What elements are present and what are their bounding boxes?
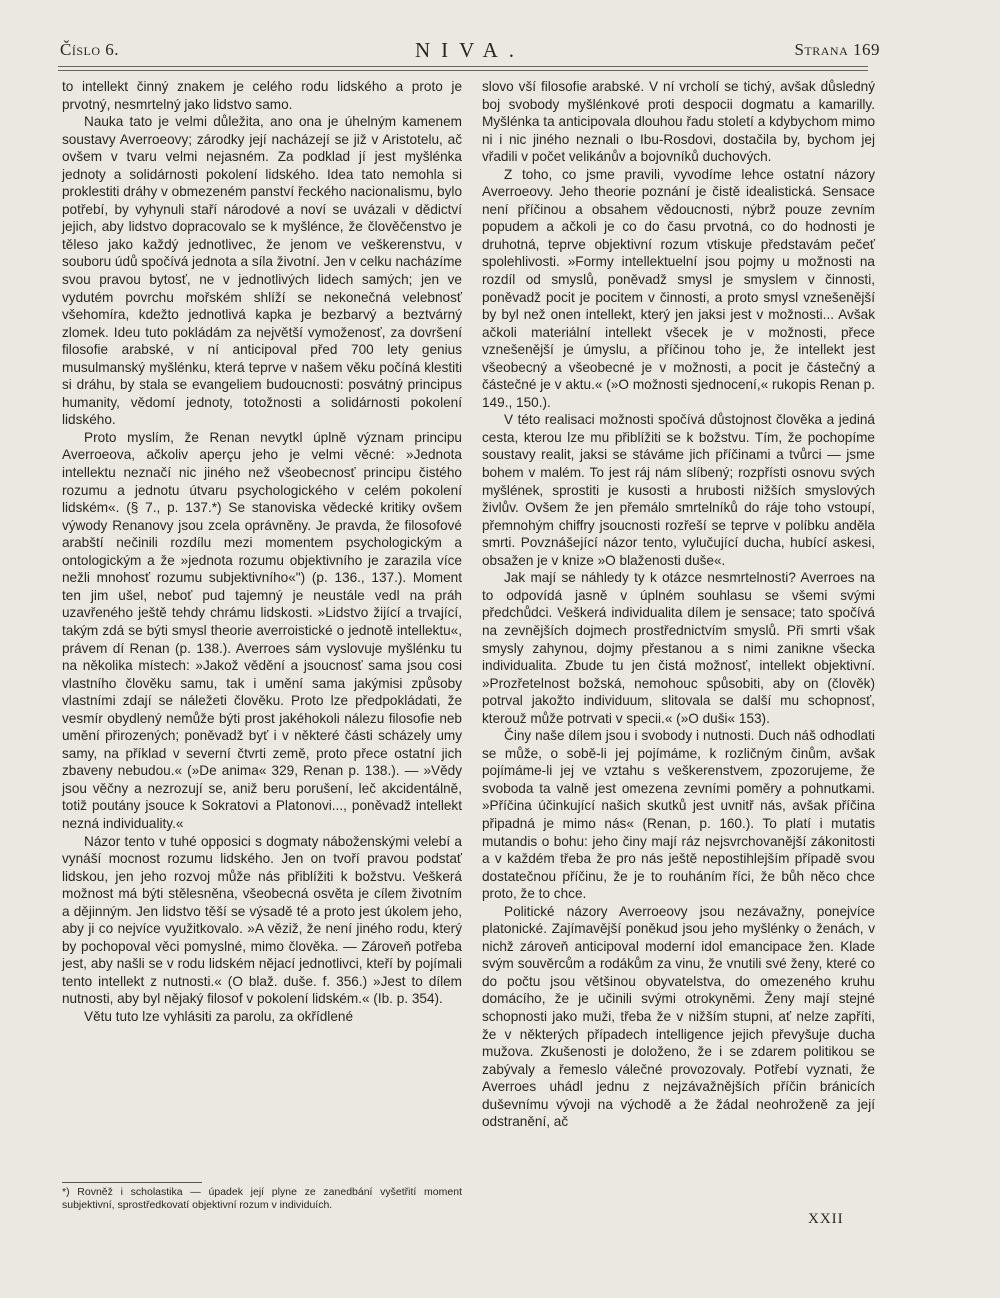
header-rule-bottom [58,70,868,71]
paragraph: V této realisaci možnosti spočívá důstojnost člověka a jediná cesta, kterou lze mu přiblížiti se k božstvu. Tím, že pochopíme soustavy realit, jaksi se stáváme jich příčinami a tvůrci — jsme bohem v malém. To jest ráj nám slíbený; rozpřísti osnovu svých myšlének, sprostiti je kusosti a hrubosti nižších smyslových živlův. Ovšem že jen přemálo smrtelníků do ráje toho vstoupí, přemnohým chiffry jsoucnosti rozřeší se teprve v políbku anděla smrti. Povznášející názor tento, vylučující ducha, hubící askesi, obsažen je v knize »O blaženosti duše«. [482,412,875,568]
paragraph: Jak mají se náhledy ty k otázce nesmrtelnosti? Averroes na to odpovídá jasně v úplném souhlasu se všemi svými předchůdci. Veškerá individualita dílem je sensace; tato spočívá na zevnějších dojmech prostřednictvím smyslů. Při smrti však smysly zahynou, dojmy přestanou a s nimi zanikne všecka individualita. Zbude tu jen čistá možnosť, intellekt objektivní. »Prozřetelnost božská, nemohouc spůsobiti, aby on (člověk) potrval jakožto individuum, slitovala se další mu schopnosť, kterouž může potrvati v specii.« (»O duši« 153). [482,570,875,726]
paragraph: Z toho, co jsme pravili, vyvodíme lehce ostatní názory Averroeovy. Jeho theorie poznání je čistě idealistická. Sensace není příčinou a obsahem vědoucnosti, nýbrž pouze zevním popudem a ačkoli je co do času prvotná, co do hodnosti je druhotná, teprve objektivní rozum vtiskuje představám pečeť spolehlivosti. »Formy intellektuelní jsou pojmy u možnosti na rozdíl od smyslů, poněvadž smysl je smyslem v činnosti, poněvadž pocit je pocitem v činnosti, a proto smysl vznešenější by byl než onen intellekt, který jen jaksi jest v možnosti... Avšak ačkoli materiální intellekt všecek je v možnosti, přece vznešenější je úmyslu, a příčinou toho je, že intellekt jest všeobecný a všeobecné je v možnosti, a pocit je částečný a částečné je v aktu.« (»O možnosti sjednocení,« rukopis Renan p. 149., 150.). [482,166,875,410]
footnote: *) Rovněž i scholastika — úpadek její plyne ze zanedbání vyšetřití moment subjektivní, sprostředkovatí objektivní rozum v individuích. [62,1186,462,1211]
paragraph: Politické názory Averroeovy jsou nezávažny, ponejvíce platonické. Zajímavější poněkud jsou jeho myšlénky o ženách, v nichž zároveň anticipoval moderní idol emancipace žen. Klade svým souvěrcům a rodákům za vinu, že vnutili své ženy, které co do počtu jsou většinou obyvatelstva, do omezeného kruhu domácího, že je učinili svými otrokyněmi. Ženy mají stejné schopnosti jako muži, třeba že v nižším stupni, ať nelze zapříti, že v některých případech intelligence jejich převyšuje ducha mužova. Zkušenosti je doloženo, že i se zdarem politikou se zabývaly a řemeslo válečné provozovaly. Potřebí vyznati, že Averroes uhádl jednu z nejzávažnějších příčin bránicích duševnímu vývoji na východě a že žádal neohroženě za její odstranění, ač [482,903,875,1130]
paragraph: Názor tento v tuhé opposici s dogmaty náboženskými velebí a vynáší mocnost rozumu lidského. Jen on tvoří pravou podstať lidskou, jen jeho rozvoj může nás přiblížiti k božstvu. Veškerá možnost má býti stělesněna, všeobecná osvěta je cílem životním a dějinným. Jen lidstvo těší se výsadě té a proto jest úkolem jeho, aby ji co nejvíce využitkovalo. »A věziž, že není jiného rodu, který by pochopoval věci pomyslné, mimo člověka. — Zároveň potřeba jest, aby našli se v rodu lidském nějací jednotlivci, kteří by pojímali tento intellekt z nutnosti.« (O blaž. duše. f. 356.) »Jest to dílem nutnosti, aby byl nějaký filosof v pokolení lidském.« (Ib. p. 354). [62,833,462,1007]
journal-title: NIVA. [415,38,526,62]
right-column [482,78,875,1131]
page-number: Strana 169 [794,40,880,59]
paragraph: slovo vší filosofie arabské. V ní vrcholí se tichý, avšak důsledný boj svobody myšlénkové proti despocii dogmatu a kamarilly. Myšlénka ta anticipovala dlouhou řadu století a kdybychom mimo ni i nic jiného neznali o Ibu-Rosdovi, dostačila by, bychom jej vřadili v počet velikánův a bojovníků duchových. [482,79,875,165]
paragraph: Činy naše dílem jsou i svobody i nutnosti. Duch náš odhodlati se může, o sobě-li jej pojímáme, k rozličným činům, avšak pojímáme-li jej ve vztahu s veškerenstvem, zpozorujeme, že svoboda ta valně jest omezena zevními poměry a pohnutkami. »Příčina účinkující našich skutků jest uvnitř nás, avšak příčina připadná je mimo nás« (Renan, p. 160.). To platí i mutatis mutandis o bohu: jeho činy mají ráz nejsvrchovanější zákonitosti a v každém třeba že pro nás ještě nepostihlejším případě svou dostatečnou příčinu, že je to rouháním říci, že bůh něco chce proto, že to chce. [482,728,875,902]
footnote-rule [62,1182,202,1183]
left-column [62,78,462,1026]
issue-number: Číslo 6. [60,40,120,59]
paragraph: Proto myslím, že Renan nevytkl úplně význam principu Averroeova, ačkoliv aperçu jeho je velmi věcné: »Jednota intellektu neznačí nic jiného než všeobecnosť principu čistého rozumu a jednotu útvaru psychologického v celém pokolení lidském«. (§ 7., p. 137.*) Se stanoviska vědecké kritiky ovšem výwody Renanovy jsou zcela oprávněny. Je pravda, že filosofové arabští nečinili rozdílu mezi momentem psychologickým a ontologickým a že »jednota rozumu objektivního je zarazila více nežli mnohosť rozumu subjektivního«") (p. 136., 137.). Moment ten jim ušel, neboť pud tajemný je neustále vedl na práh uzavřeného ještě tehdy chrámu lidskosti. »Lidstvo žijící a trvající, takým zdá se býti smysl theorie averroistické o jednotě intellektu«, právem dí Renan (p. 138.). Averroes sám vyslovuje myšlénku tu na několika místech: »Jakož vědění a jsoucnosť sama jsou cosi vlastního člověku samu, tak i umění sama jakýmisi způsoby vlastními zdají se náležeti člověku. Proto lze předpokládati, že vesmír obydlený nemůže býti prost jakéhokoli nálezu filosofie neb umění přirozených; poněvadž byť i v některé části scházely umy samy, na příklad v severní čtvrti země, proto přece ostatní jich zbaveny nebudou.« (»De anima« 329, Renan p. 138.). — »Vědy jsou věčny a nezrozují se, aniž beru porušení, leč akcidentálně, totiž poutány jsouce k Sokratovi a Platonovi..., poněvadž intellekt nezná individuality.« [62,429,462,831]
header-rule-top [58,66,868,67]
paragraph: Nauka tato je velmi důležita, ano ona je úhelným kamenem soustavy Averroeovy; zárodky její nacházejí se již v Aristotelu, ač ovšem v tvaru velmi nejasném. Za podklad jí jest myšlénka jednoty a solidárnosti pokolení lidského. Idea tato nemohla si proklestiti dráhy v obmezeném panství řeckého nacionalismu, bylo potřebí, by vyhynuli staří národové a noví se uvázali v dědictví jejich, aby lidstvo dopracovalo se k myšlénce, že člověčenstvo je těleso jako každý jednotlivec, že jenom ve veškerenstvu, v souboru údů spočívá jednota a síla životní. Jen v celku nacházíme svou pravou bytosť, ne v jednotlivých lidech samých; jen ve vydutém povrchu mořském shlíží se nekonečná velebnosť všehomíra, kdežto jednotlivá kapka je bezbarvý a beztvárný zlomek. Ideu tuto pokládám za největší vymoženosť, za dovršení filosofie arabské, v ní anticipoval před 700 lety genius musulmanský myšlénku, která teprve v našem věku počíná klestiti si dráhu, by stala se evangeliem budoucnosti: posvátný principus humanity, vědomí jednoty, totožnosti a solidárnosti pokolení lidského. [62,114,462,428]
signature-mark: XXII [808,1211,844,1227]
paragraph: Větu tuto lze vyhlásiti za parolu, za okřídlené [84,1008,354,1024]
running-header [60,36,880,64]
paragraph: to intellekt činný znakem je celého rodu lidského a proto je prvotný, nesmrtelný jako lidstvo samo. [62,79,462,112]
